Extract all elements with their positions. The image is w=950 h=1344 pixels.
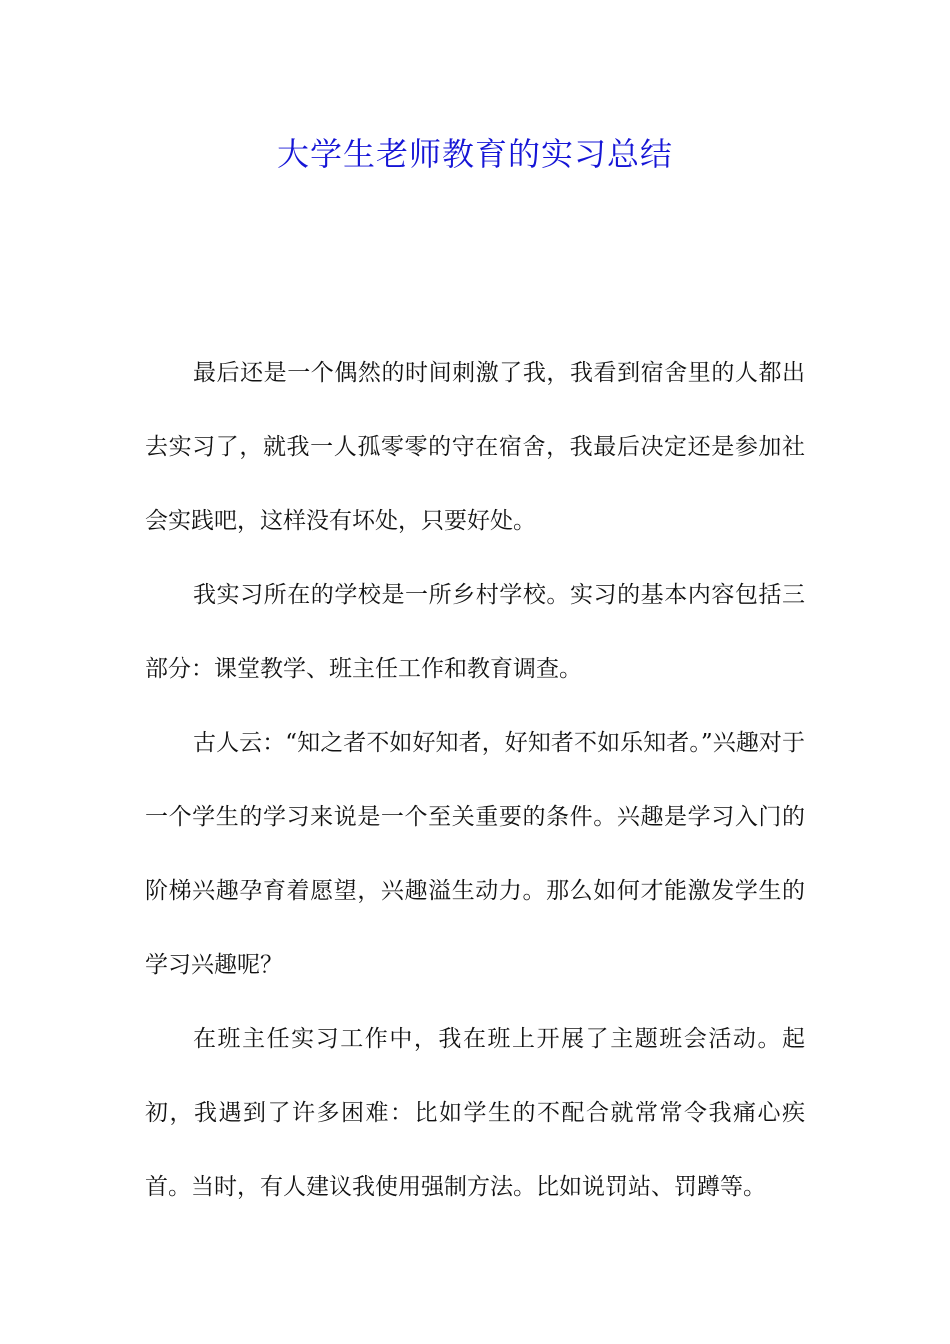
document-body <box>145 336 805 1224</box>
paragraph-2: 我实习所在的学校是一所乡村学校。实习的基本内容包括三部分：课堂教学、班主任工作和教育调查。 <box>145 582 805 682</box>
paragraph-4: 在班主任实习工作中，我在班上开展了主题班会活动。起初，我遇到了许多困难：比如学生的不配合就常常令我痛心疾首。当时，有人建议我使用强制方法。比如说罚站、罚蹲等。 <box>145 1026 805 1200</box>
document-title: 大学生老师教育的实习总结 <box>276 135 673 173</box>
paragraph-3: 古人云：“知之者不如好知者，好知者不如乐知者。”兴趣对于一个学生的学习来说是一个至关重要的条件。兴趣是学习入门的阶梯兴趣孕育着愿望，兴趣溢生动力。那么如何才能激发学生的学习兴趣呢？ <box>145 730 805 978</box>
paragraph-1: 最后还是一个偶然的时间刺激了我，我看到宿舍里的人都出去实习了，就我一人孤零零的守在宿舍，我最后决定还是参加社会实践吧，这样没有坏处，只要好处。 <box>145 360 805 534</box>
